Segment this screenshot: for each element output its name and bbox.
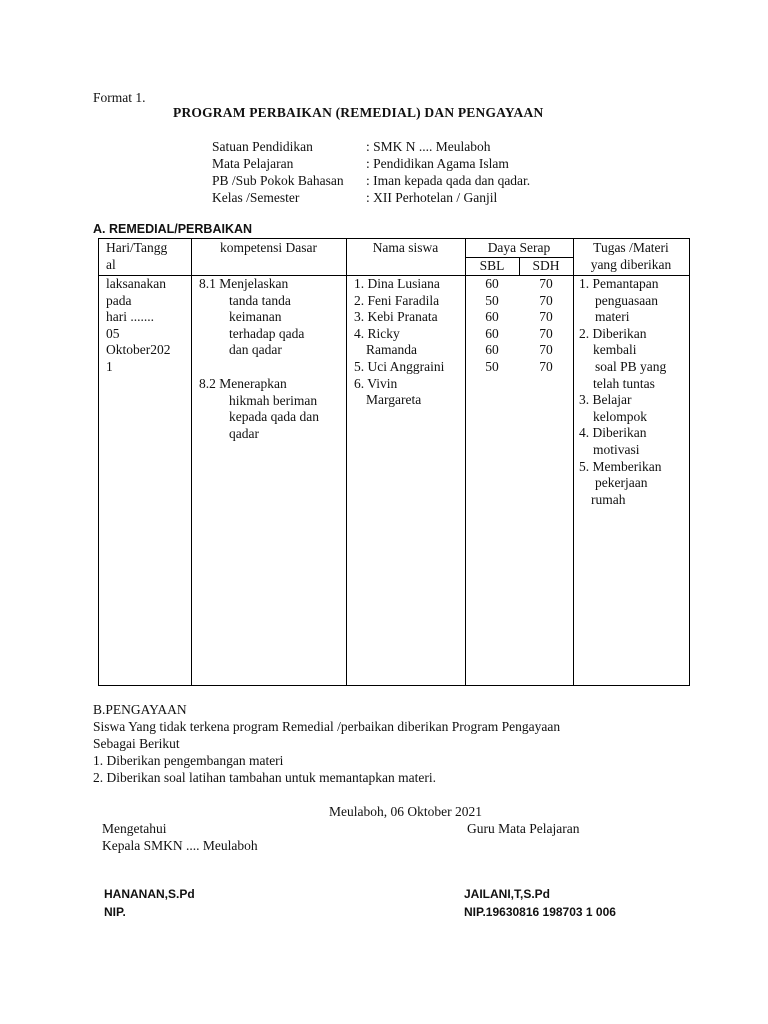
header-tugas: Tugas /Materi yang diberikan [590,240,672,272]
cell-sdh: 70 70 70 70 70 70 [539,276,553,374]
format-label: Format 1. [93,90,146,105]
cell-kompetensi-2: 8.2 Menerapkan hikmah beriman kepada qada dan qadar [199,376,319,441]
left-signer-nip: NIP. [104,905,126,919]
meta-value: : XII Perhotelan / Ganjil [366,190,498,205]
section-b-line2: Sebagai Berikut [93,736,180,751]
header-hari: Hari/Tangg al [106,240,168,272]
meta-label: Mata Pelajaran [212,156,294,171]
meta-value: : Pendidikan Agama Islam [366,156,509,171]
header-nama: Nama siswa [372,240,439,255]
table-divider [191,239,192,685]
kepala-label: Kepala SMKN .... Meulaboh [102,838,258,853]
left-signer-name: HANANAN,S.Pd [104,887,195,901]
cell-hari: laksanakan pada hari ....... 05 Oktober202 1 [106,276,171,374]
header-kompetensi: kompetensi Dasar [219,240,318,255]
section-b-heading: B.PENGAYAAN [93,702,187,717]
table-divider [573,239,574,685]
meta-label: Kelas /Semester [212,190,300,205]
section-b-item2: 2. Diberikan soal latihan tambahan untuk memantapkan materi. [93,770,437,785]
mengetahui-label: Mengetahui [102,821,167,836]
meta-value: : SMK N .... Meulaboh [366,139,491,154]
header-daya-serap: Daya Serap [487,240,551,255]
header-sdh: SDH [532,258,560,273]
guru-label: Guru Mata Pelajaran [467,821,580,836]
table-divider [346,239,347,685]
remedial-table [98,238,690,686]
cell-sbl: 60 50 60 60 60 50 [485,276,499,374]
section-b-line1: Siswa Yang tidak terkena program Remedial /perbaikan diberikan Program Pengayaan [93,719,561,734]
place-date: Meulaboh, 06 Oktober 2021 [329,804,482,819]
meta-value: : Iman kepada qada dan qadar. [366,173,531,188]
right-signer-name: JAILANI,T,S.Pd [464,887,551,901]
cell-kompetensi-1: 8.1 Menjelaskan tanda tanda keimanan terhadap qada dan qadar [199,276,305,358]
header-sbl: SBL [479,258,505,273]
section-a-heading: A. REMEDIAL/PERBAIKAN [93,222,253,236]
meta-label: Satuan Pendidikan [212,139,313,154]
right-signer-nip: NIP.19630816 198703 1 006 [464,905,616,919]
meta-label: PB /Sub Pokok Bahasan [212,173,344,188]
document-title: PROGRAM PERBAIKAN (REMEDIAL) DAN PENGAYAAN [173,105,544,120]
section-b-item1: 1. Diberikan pengembangan materi [93,753,284,768]
cell-nama-siswa: 1. Dina Lusiana 2. Feni Faradila 3. Kebi Pranata 4. Ricky Ramanda 5. Uci Anggraini 6. Vivin Margareta [354,276,445,408]
cell-tugas: 1. Pemantapan penguasaan materi 2. Diberikan kembali soal PB yang telah tuntas 3. Belajar kelompok 4. Diberikan motivasi 5. Memberikan pekerjaan rumah [579,276,667,507]
